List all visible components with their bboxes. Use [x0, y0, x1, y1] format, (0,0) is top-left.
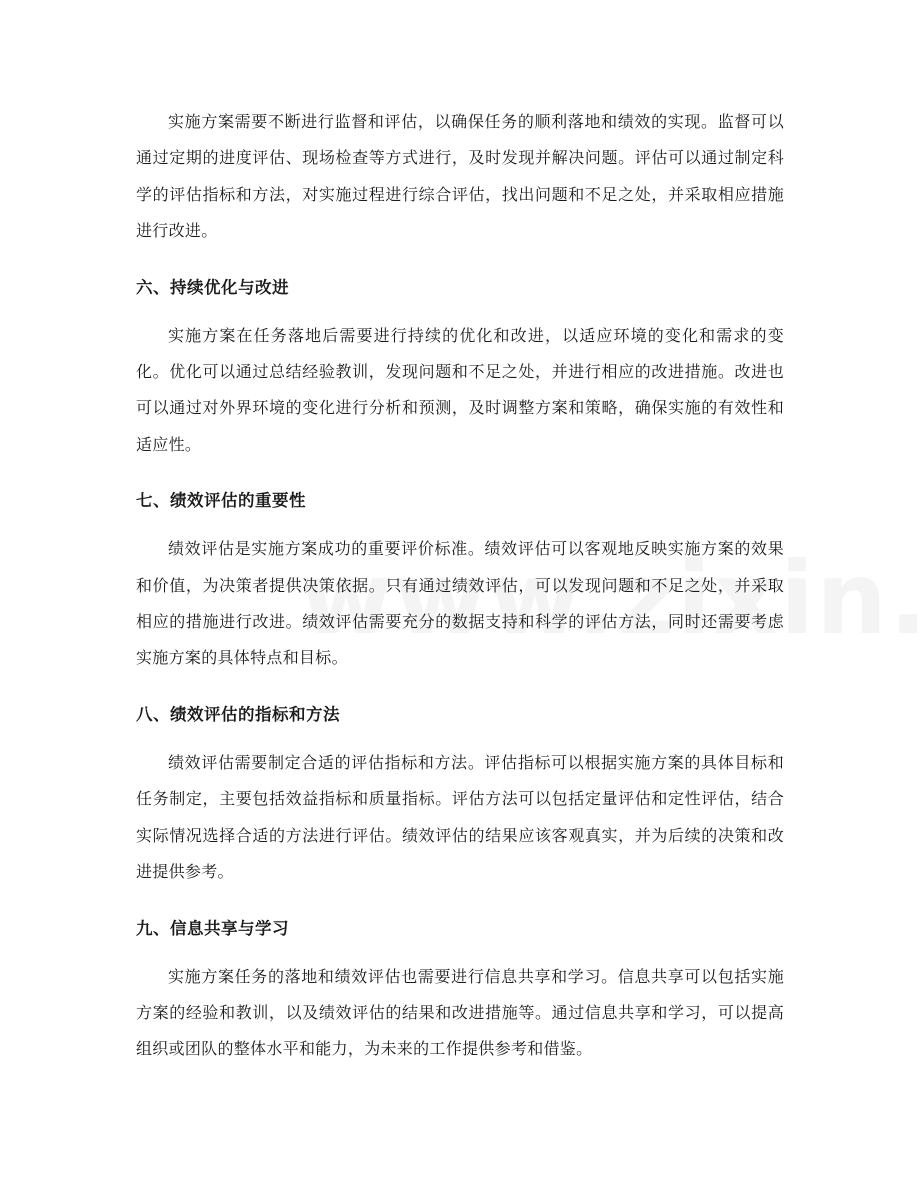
document-body	[136, 104, 784, 1068]
paragraph-section-8: 绩效评估需要制定合适的评估指标和方法。评估指标可以根据实施方案的具体目标和任务制定，主要包括效益指标和质量指标。评估方法可以包括定量评估和定性评估，结合实际情况选择合适的方法进行评估。绩效评估的结果应该客观真实，并为后续的决策和改进提供参考。	[136, 752, 784, 882]
heading-section-8: 八、绩效评估的指标和方法	[136, 704, 340, 724]
paragraph-section-9: 实施方案任务的落地和绩效评估也需要进行信息共享和学习。信息共享可以包括实施方案的经验和教训，以及绩效评估的结果和改进措施等。通过信息共享和学习，可以提高组织或团队的整体水平和能力，为未来的工作提供参考和借鉴。	[136, 966, 784, 1059]
paragraph-section-6: 实施方案在任务落地后需要进行持续的优化和改进，以适应环境的变化和需求的变化。优化可以通过总结经验教训，发现问题和不足之处，并进行相应的改进措施。改进也可以通过对外界环境的变化进行分析和预测，及时调整方案和策略，确保实施的有效性和适应性。	[136, 325, 784, 454]
heading-section-9: 九、信息共享与学习	[136, 918, 289, 938]
heading-section-6: 六、持续优化与改进	[136, 277, 289, 297]
paragraph-section-7: 绩效评估是实施方案成功的重要评价标准。绩效评估可以客观地反映实施方案的效果和价值，为决策者提供决策依据。只有通过绩效评估，可以发现问题和不足之处，并采取相应的措施进行改进。绩效评估需要充分的数据支持和科学的评估方法，同时还需要考虑实施方案的具体特点和目标。	[136, 539, 784, 668]
heading-section-7: 七、绩效评估的重要性	[136, 491, 306, 511]
paragraph-monitoring: 实施方案需要不断进行监督和评估，以确保任务的顺利落地和绩效的实现。监督可以通过定期的进度评估、现场检查等方式进行，及时发现并解决问题。评估可以通过制定科学的评估指标和方法，对实施过程进行综合评估，找出问题和不足之处，并采取相应措施进行改进。	[136, 112, 784, 241]
